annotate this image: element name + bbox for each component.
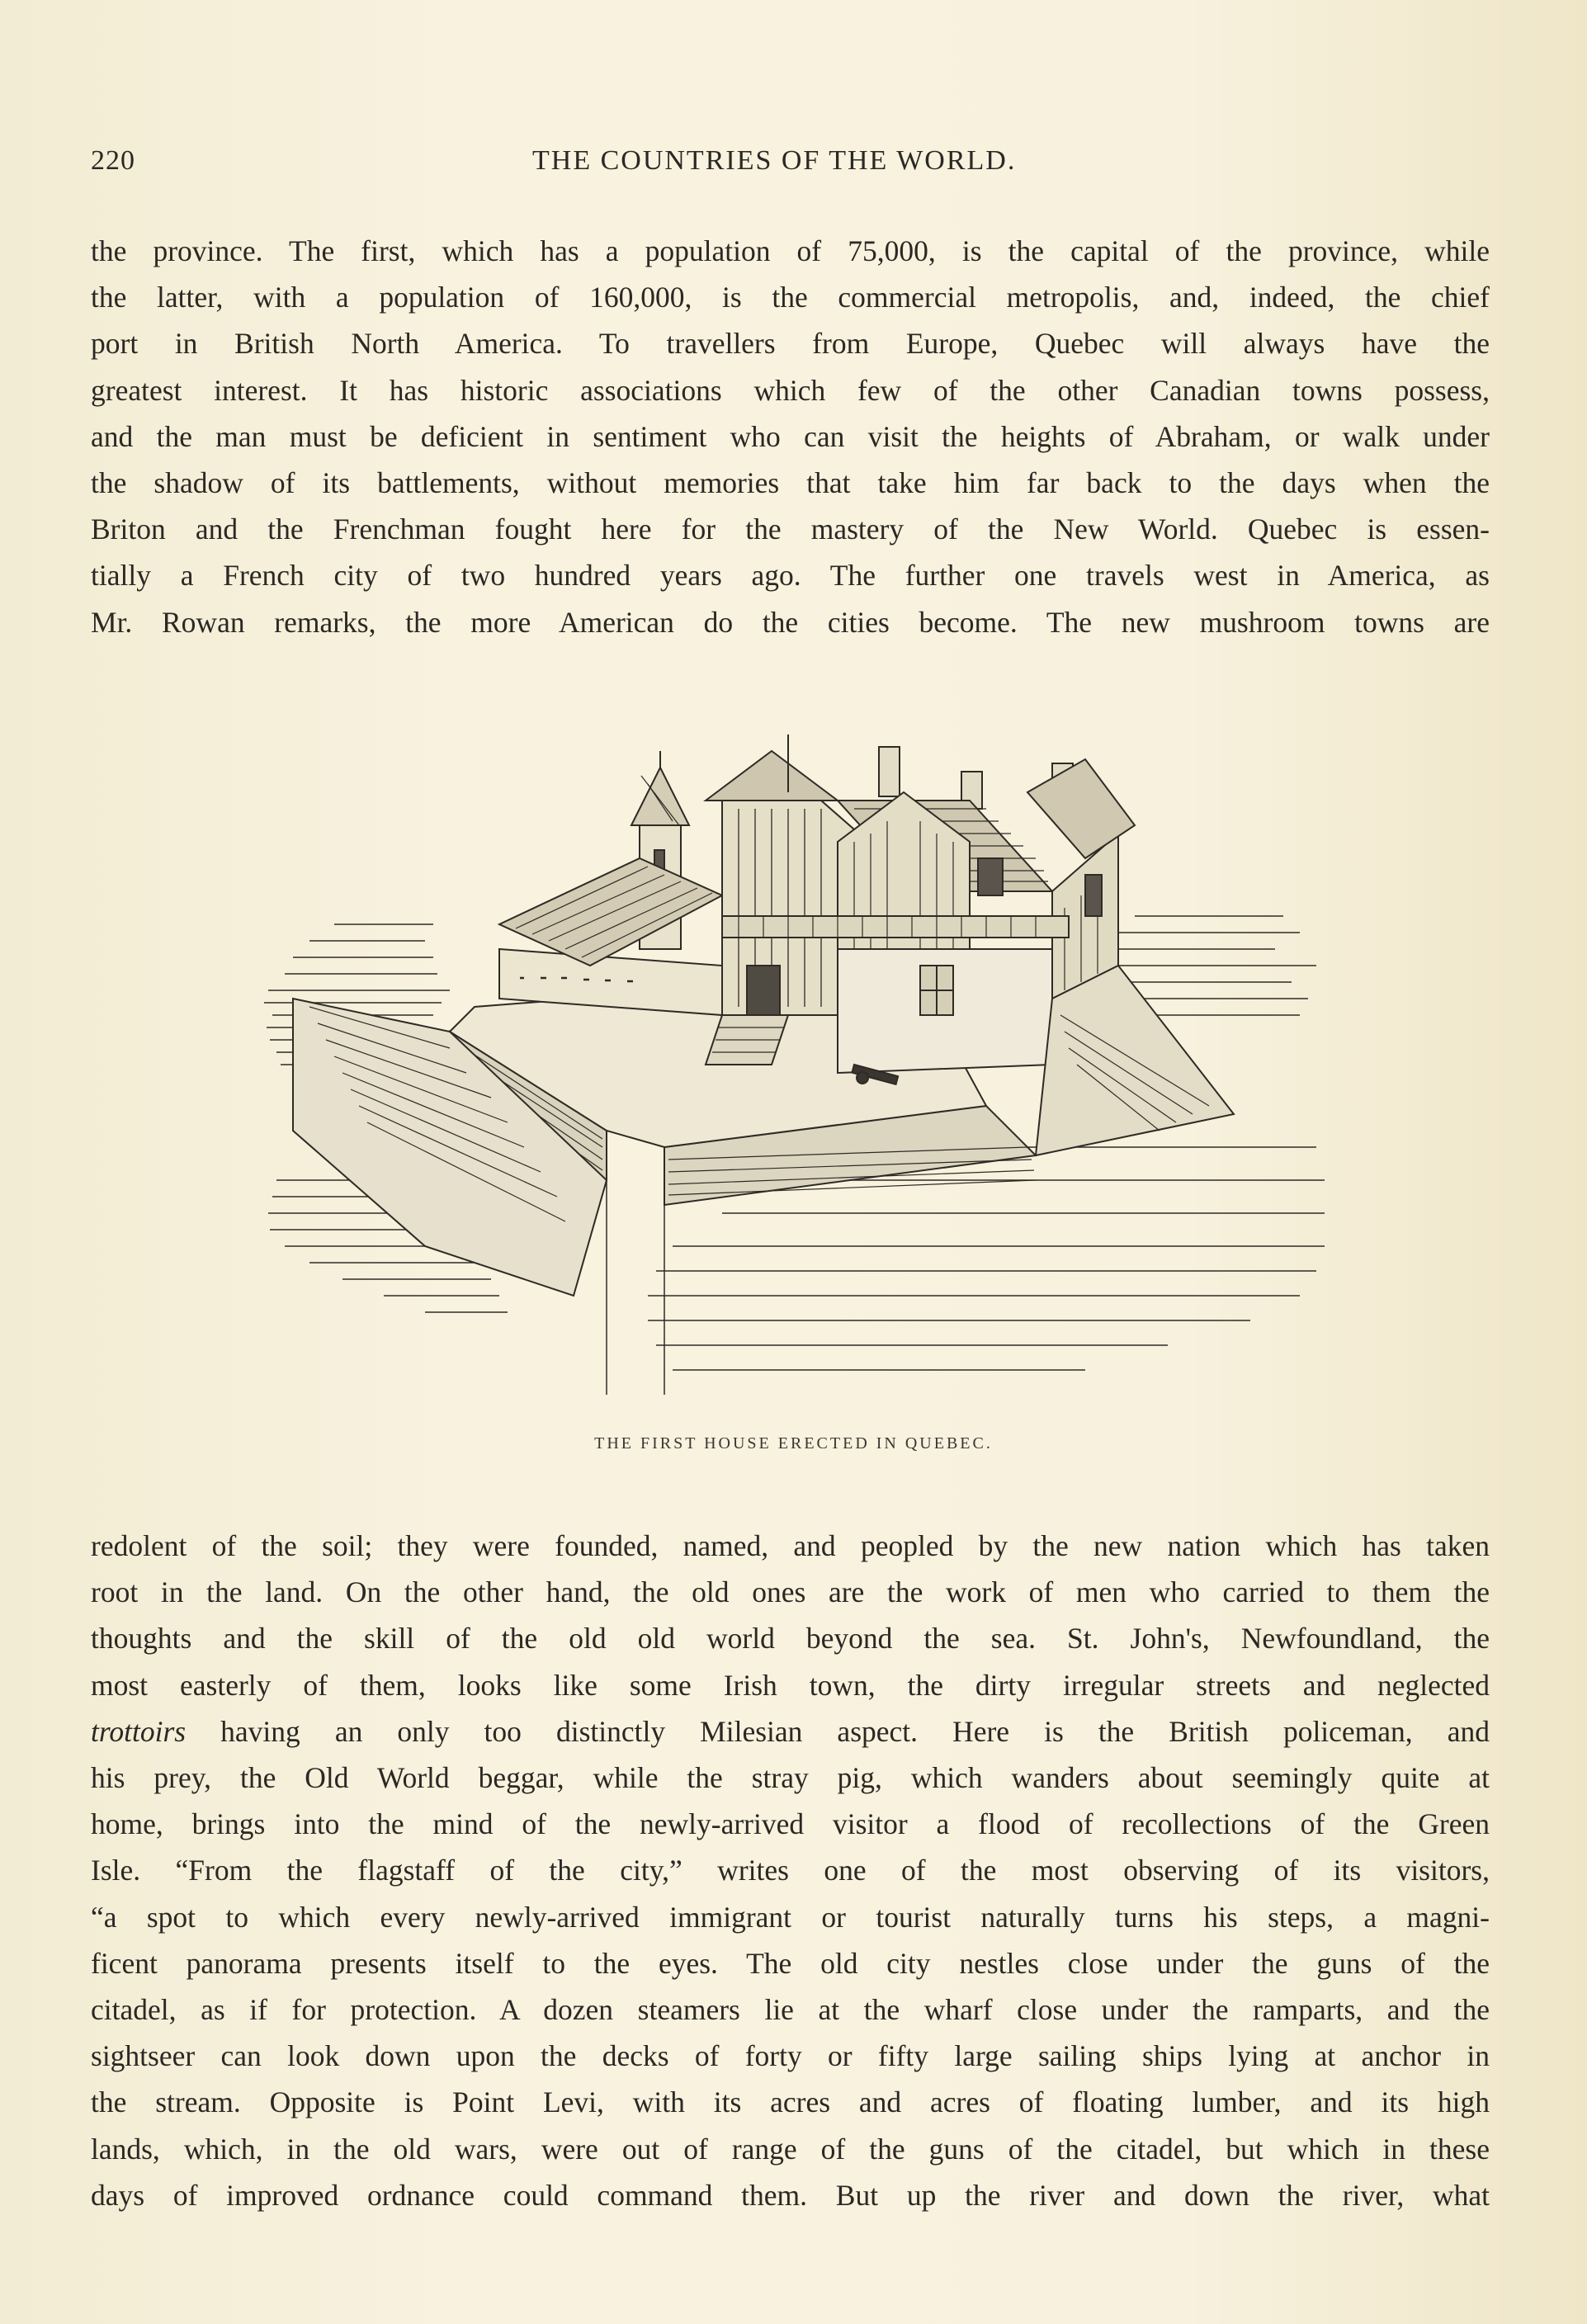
- text-line: the province. The first, which has a population of 75,000, is the capital of the province, while: [91, 234, 1490, 267]
- text-line: and the man must be deficient in sentiment who can visit the heights of Abraham, or walk under: [91, 419, 1490, 453]
- text-line: Mr. Rowan remarks, the more American do the cities become. The new mushroom towns are: [91, 605, 1490, 639]
- text-line: the stream. Opposite is Point Levi, with its acres and acres of floating lumber, and its high: [91, 2085, 1490, 2119]
- italic-word: trottoirs: [91, 1714, 187, 1748]
- text-line: the shadow of its battlements, without memories that take him far back to the days when the: [91, 466, 1490, 500]
- text-line: tially a French city of two hundred years ago. The further one travels west in America, as: [91, 559, 1490, 593]
- page-header: [91, 145, 1494, 187]
- text-line: the latter, with a population of 160,000, is the commercial metropolis, and, indeed, the chief: [91, 281, 1490, 314]
- text-line: most easterly of them, looks like some Irish town, the dirty irregular streets and neglected: [91, 1668, 1490, 1702]
- text-line: citadel, as if for protection. A dozen steamers lie at the wharf close under the ramparts, and the: [91, 1993, 1490, 2027]
- text-line: his prey, the Old World beggar, while the stray pig, which wanders about seemingly quite at: [91, 1761, 1490, 1795]
- text-line: sightseer can look down upon the decks of forty or fifty large sailing ships lying at anchor in: [91, 2039, 1490, 2073]
- paragraph-top: [91, 228, 1490, 645]
- text-line: thoughts and the skill of the old old world beyond the sea. St. John's, Newfoundland, the: [91, 1622, 1490, 1656]
- text-line: Isle. “From the flagstaff of the city,” writes one of the most observing of its visitors,: [91, 1854, 1490, 1887]
- text-line: “a spot to which every newly-arrived immigrant or tourist naturally turns his steps, a magni-: [91, 1900, 1490, 1934]
- text-line: days of improved ordnance could command them. But up the river and down the river, what: [91, 2178, 1490, 2212]
- page-number: 220: [91, 145, 135, 176]
- text-fragment: having an only too distinctly Milesian aspect. Here is the British policeman, and: [186, 1714, 1490, 1748]
- text-line: home, brings into the mind of the newly-arrived visitor a flood of recollections of the Green: [91, 1807, 1490, 1841]
- paragraph-bottom: [91, 1523, 1490, 2218]
- engraving-first-house-quebec: [260, 718, 1333, 1419]
- text-line: redolent of the soil; they were founded, named, and peopled by the new nation which has taken: [91, 1529, 1490, 1562]
- text-line: port in British North America. To travellers from Europe, Quebec will always have the: [91, 327, 1490, 361]
- house-illustration: [260, 718, 1333, 1419]
- text-line: Briton and the Frenchman fought here for the mastery of the New World. Quebec is essen-: [91, 513, 1490, 546]
- running-title: THE COUNTRIES OF THE WORLD.: [532, 145, 1017, 176]
- text-line: root in the land. On the other hand, the old ones are the work of men who carried to them the: [91, 1575, 1490, 1609]
- figure-caption: THE FIRST HOUSE ERECTED IN QUEBEC.: [594, 1434, 993, 1452]
- text-line: greatest interest. It has historic associations which few of the other Canadian towns possess,: [91, 373, 1490, 407]
- text-line: lands, which, in the old wars, were out of range of the guns of the citadel, but which in these: [91, 2132, 1490, 2166]
- text-line: ficent panorama presents itself to the eyes. The old city nestles close under the guns of the: [91, 1946, 1490, 1980]
- text-line: [91, 1708, 1490, 1755]
